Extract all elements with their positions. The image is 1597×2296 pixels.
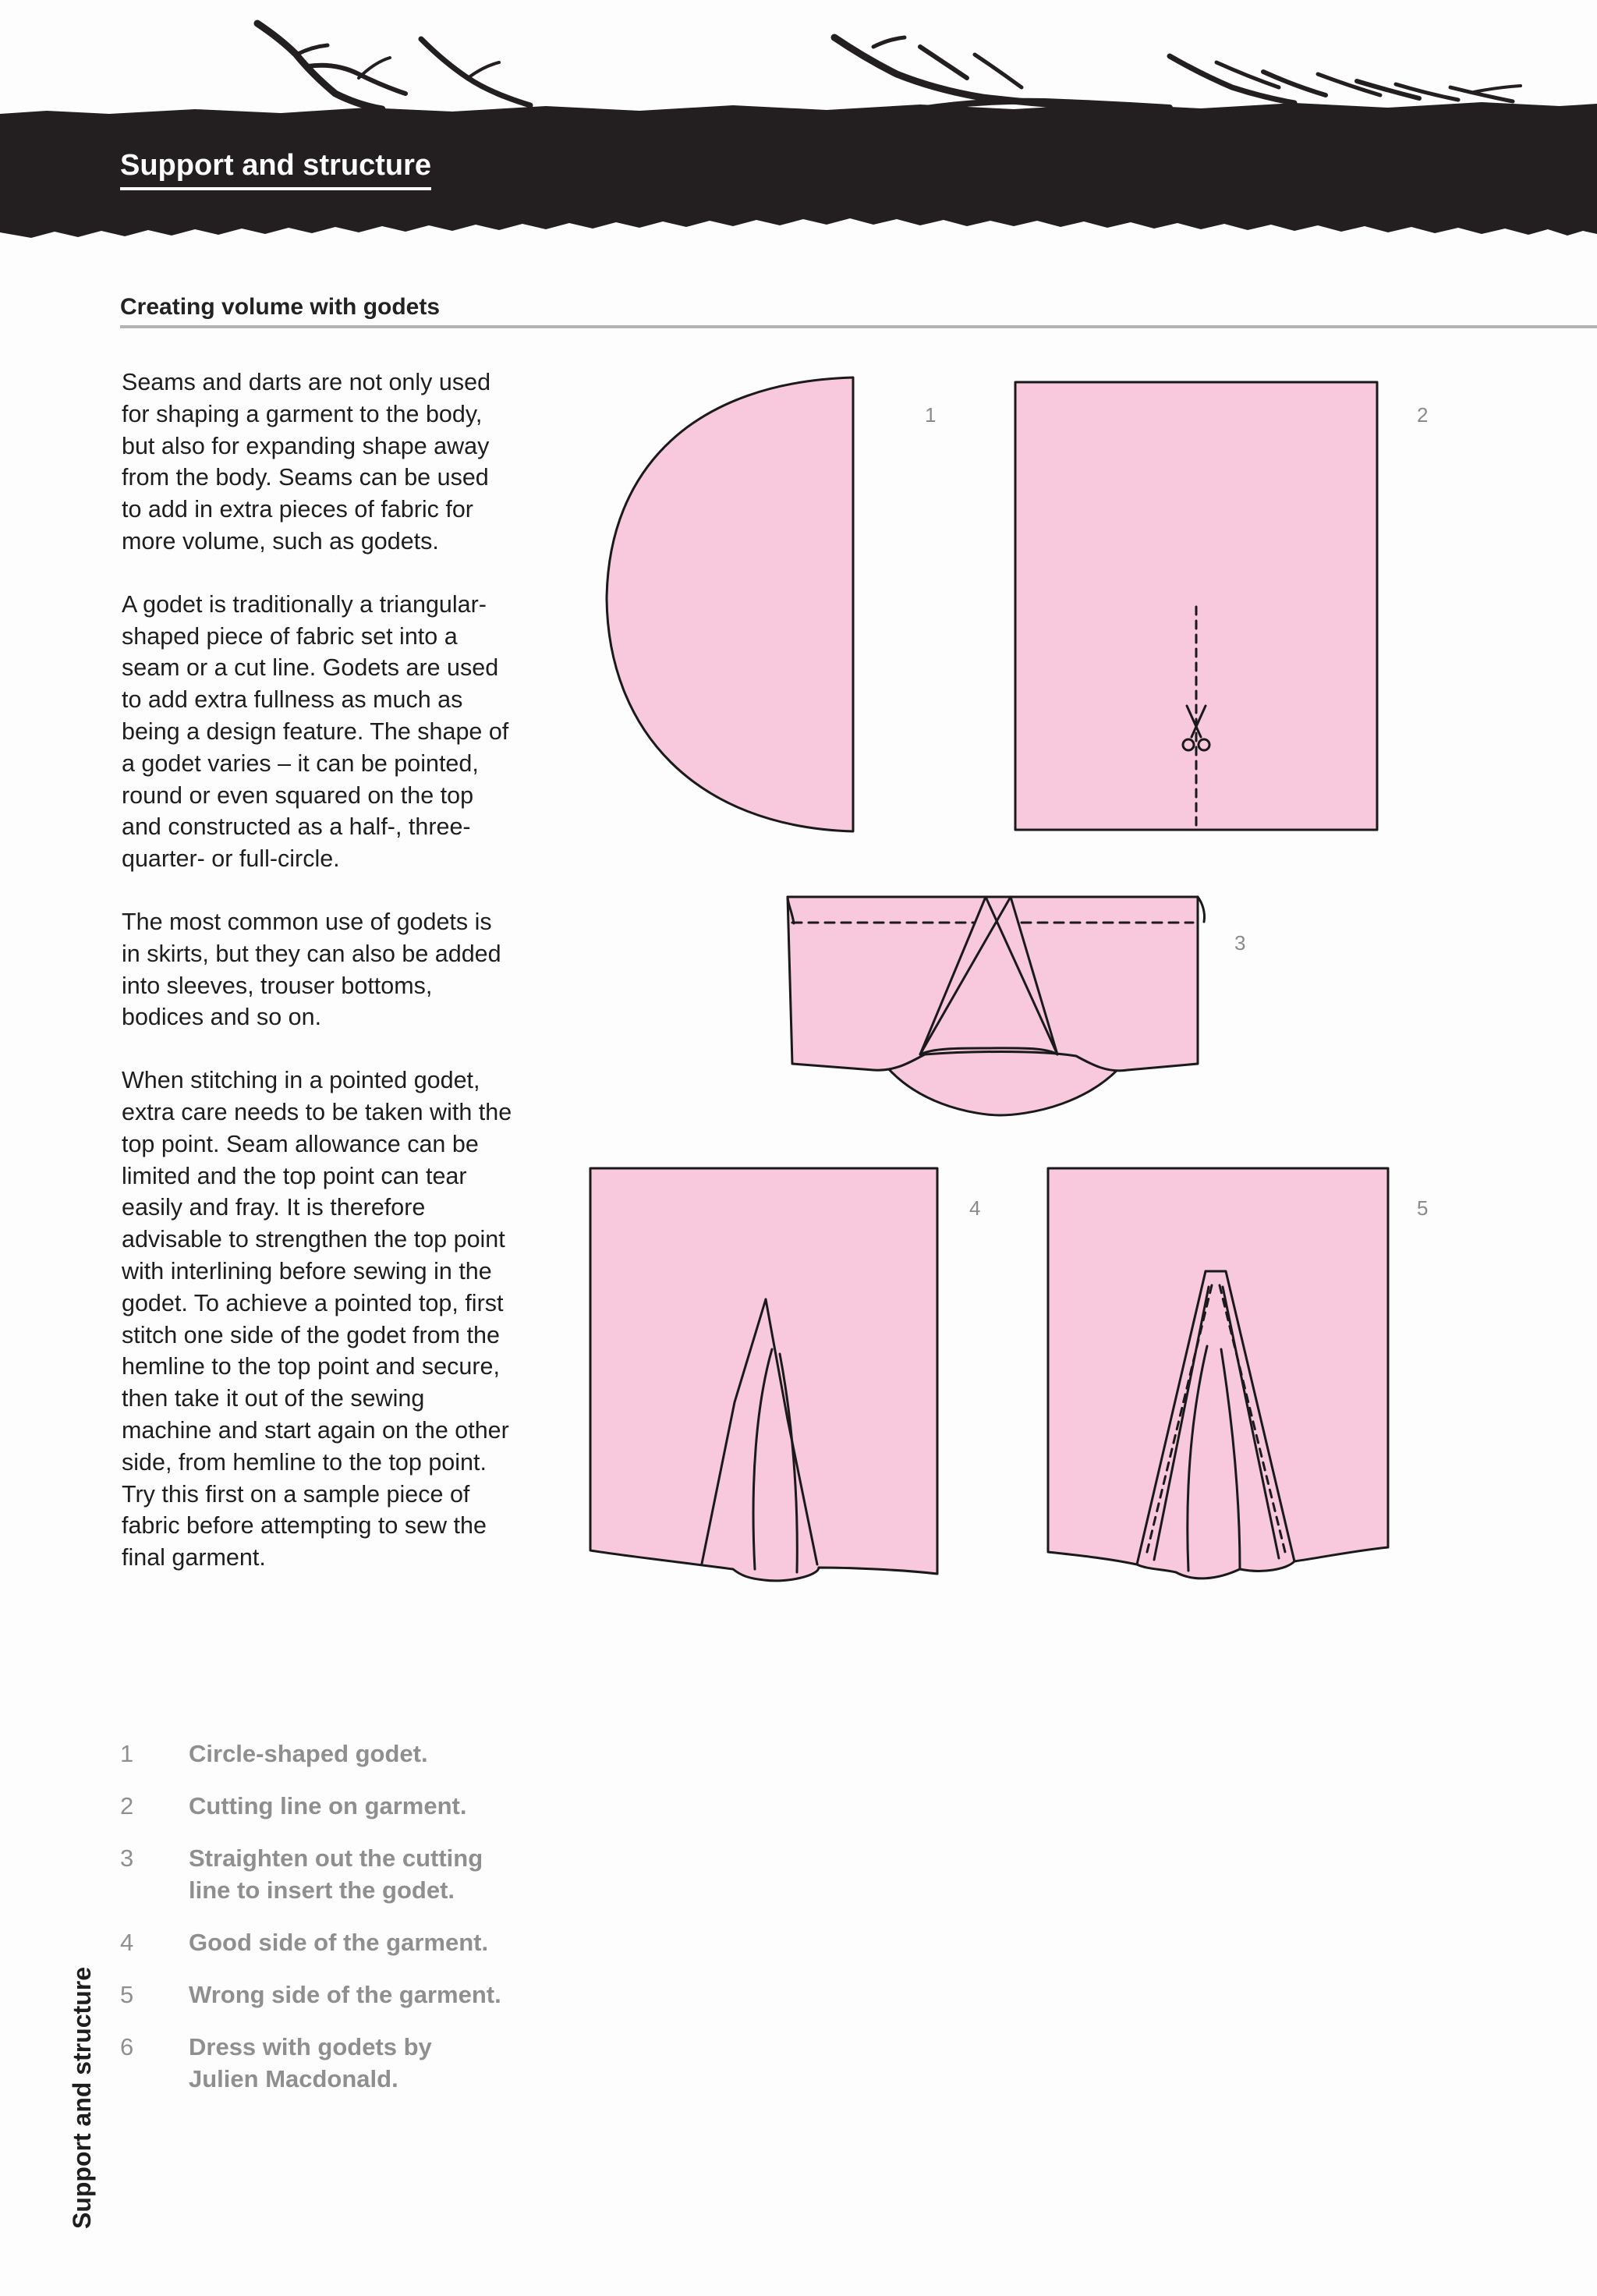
figure-number-5: 5	[1417, 1196, 1429, 1220]
section-title: Creating volume with godets	[120, 294, 441, 320]
caption-text: Good side of the garment.	[189, 1929, 489, 1956]
figure-number-2: 2	[1417, 403, 1429, 427]
figure-captions	[120, 1738, 588, 2115]
figure-number-3: 3	[1234, 931, 1246, 955]
caption-number: 2	[120, 1792, 134, 1819]
caption-text: Wrong side of the garment.	[189, 1981, 501, 2008]
caption-text: Cutting line on garment.	[189, 1792, 467, 1819]
caption-number: 6	[120, 2033, 134, 2060]
body-paragraph: The most common use of godets is in skirts, but they can also be added into sleeves, trouser bottoms, bodices and so on.	[122, 908, 501, 1031]
caption-number: 1	[120, 1740, 134, 1767]
chapter-title: Support and structure	[120, 147, 431, 190]
caption-item	[120, 1842, 588, 1906]
caption-item	[120, 1979, 588, 2011]
body-paragraph: A godet is traditionally a triangular- shaped piece of fabric set into a seam or a cut line. Godets are used to add extra fullness as much as being a design feature. The shape of a godet varies – it can be pointed, round or even squared on the top and constructed as a half-, three- quarter- or full-circle.	[122, 590, 509, 873]
caption-item	[120, 1738, 588, 1770]
side-running-title: Support and structure	[68, 1966, 96, 2229]
caption-number: 5	[120, 1981, 134, 2008]
caption-text: Straighten out the cutting line to insert the godet.	[189, 1844, 483, 1904]
body-paragraph: When stitching in a pointed godet, extra care needs to be taken with the top point. Seam allowance can be limited and the top point can tear easily and fray. It is therefore advisable to strengthen the top point with interlining before sewing in the godet. To achieve a pointed top, first stitch one side of the godet from the hemline to the top point and secure, then take it out of the sewing machine and start again on the other side, from hemline to the top point. Try this first on a sample piece of fabric before attempting to sew the final garment.	[122, 1067, 512, 1571]
caption-item	[120, 1926, 588, 1958]
caption-text: Circle-shaped godet.	[189, 1740, 428, 1767]
garment-wrong-side	[1048, 1168, 1388, 1578]
caption-item	[120, 1790, 588, 1822]
figure-number-1: 1	[925, 403, 937, 427]
garment-good-side	[590, 1168, 937, 1581]
figure-number-4: 4	[969, 1196, 981, 1220]
caption-number: 4	[120, 1929, 134, 1956]
body-paragraph: Seams and darts are not only used for shaping a garment to the body, but also for expanding shape away from the body. Seams can be used to add in extra pieces of fabric for more volume, such as godets.	[122, 369, 491, 555]
caption-number: 3	[120, 1844, 134, 1872]
circle-godet-shape	[607, 377, 853, 831]
caption-text: Dress with godets by Julien Macdonald.	[189, 2033, 432, 2092]
caption-item	[120, 2031, 588, 2095]
